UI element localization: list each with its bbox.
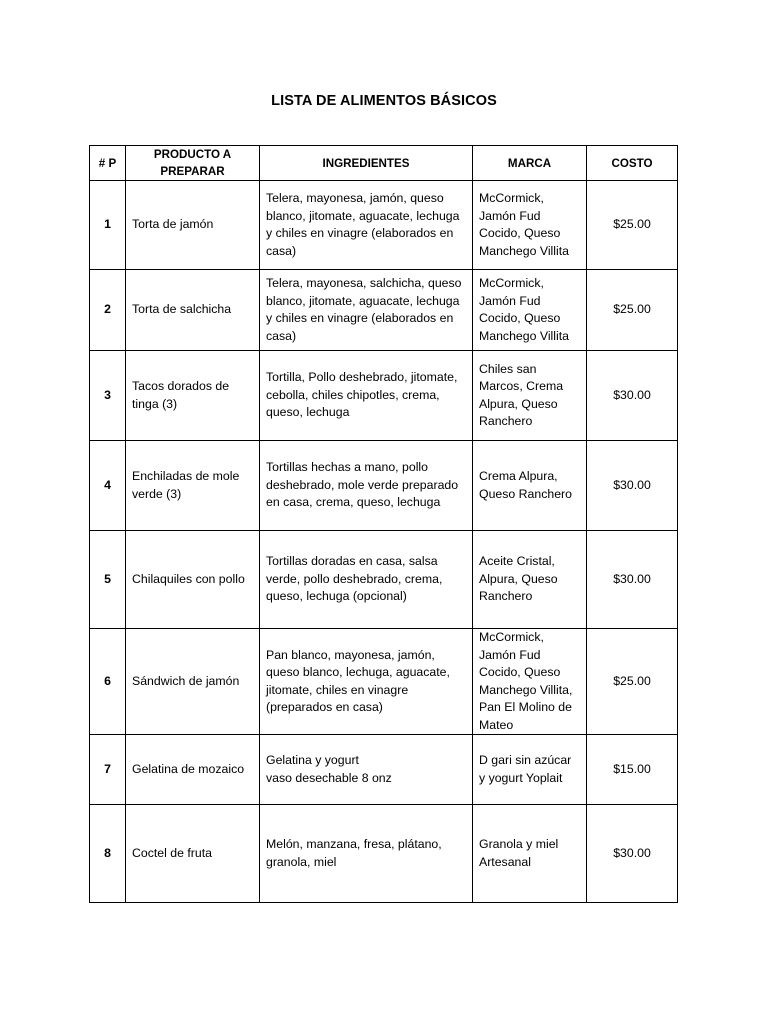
header-ingredients: INGREDIENTES bbox=[260, 146, 473, 181]
row-number: 2 bbox=[90, 270, 126, 351]
header-brand: MARCA bbox=[473, 146, 587, 181]
row-ingredients: Tortilla, Pollo deshebrado, jitomate, cebolla, chiles chipotles, crema, queso, lechuga bbox=[260, 351, 473, 441]
row-ingredients: Telera, mayonesa, jamón, queso blanco, jitomate, aguacate, lechuga y chiles en vinagre (elaborados en casa) bbox=[260, 181, 473, 270]
row-brand: Chiles san Marcos, Crema Alpura, Queso Ranchero bbox=[473, 351, 587, 441]
table-row bbox=[90, 270, 678, 351]
row-ingredients: Telera, mayonesa, salchicha, queso blanco, jitomate, aguacate, lechuga y chiles en vinagre (elaborados en casa) bbox=[260, 270, 473, 351]
row-cost: $30.00 bbox=[587, 531, 678, 629]
row-number: 3 bbox=[90, 351, 126, 441]
food-list-table bbox=[89, 145, 678, 903]
row-number: 8 bbox=[90, 805, 126, 903]
header-number: # P bbox=[90, 146, 126, 181]
row-brand: Crema Alpura, Queso Ranchero bbox=[473, 441, 587, 531]
row-cost: $15.00 bbox=[587, 735, 678, 805]
row-cost: $30.00 bbox=[587, 805, 678, 903]
row-product: Chilaquiles con pollo bbox=[126, 531, 260, 629]
row-number: 6 bbox=[90, 629, 126, 735]
row-ingredients: Pan blanco, mayonesa, jamón, queso blanco, lechuga, aguacate, jitomate, chiles en vinagre (preparados en casa) bbox=[260, 629, 473, 735]
table-row bbox=[90, 181, 678, 270]
row-ingredients: Tortillas hechas a mano, pollo deshebrado, mole verde preparado en casa, crema, queso, lechuga bbox=[260, 441, 473, 531]
row-number: 4 bbox=[90, 441, 126, 531]
row-product: Torta de salchicha bbox=[126, 270, 260, 351]
row-ingredients: Melón, manzana, fresa, plátano, granola, miel bbox=[260, 805, 473, 903]
row-brand: McCormick, Jamón Fud Cocido, Queso Manchego Villita bbox=[473, 270, 587, 351]
table-header-row bbox=[90, 146, 678, 181]
row-product: Coctel de fruta bbox=[126, 805, 260, 903]
row-cost: $30.00 bbox=[587, 351, 678, 441]
table-row bbox=[90, 735, 678, 805]
row-brand: Granola y miel Artesanal bbox=[473, 805, 587, 903]
row-cost: $25.00 bbox=[587, 270, 678, 351]
row-cost: $25.00 bbox=[587, 181, 678, 270]
row-product: Enchiladas de mole verde (3) bbox=[126, 441, 260, 531]
row-number: 7 bbox=[90, 735, 126, 805]
table-row bbox=[90, 351, 678, 441]
row-brand: Aceite Cristal, Alpura, Queso Ranchero bbox=[473, 531, 587, 629]
row-brand: McCormick, Jamón Fud Cocido, Queso Manchego Villita bbox=[473, 181, 587, 270]
row-product: Torta de jamón bbox=[126, 181, 260, 270]
row-brand: McCormick, Jamón Fud Cocido, Queso Manchego Villita, Pan El Molino de Mateo bbox=[473, 629, 587, 735]
row-ingredients: Tortillas doradas en casa, salsa verde, pollo deshebrado, crema, queso, lechuga (opcional) bbox=[260, 531, 473, 629]
table-row bbox=[90, 629, 678, 735]
row-number: 5 bbox=[90, 531, 126, 629]
row-product: Gelatina de mozaico bbox=[126, 735, 260, 805]
row-ingredients: Gelatina y yogurt vaso desechable 8 onz bbox=[260, 735, 473, 805]
table-row bbox=[90, 805, 678, 903]
header-cost: COSTO bbox=[587, 146, 678, 181]
row-number: 1 bbox=[90, 181, 126, 270]
header-product: PRODUCTO A PREPARAR bbox=[126, 146, 260, 181]
row-cost: $30.00 bbox=[587, 441, 678, 531]
row-brand: D gari sin azúcar y yogurt Yoplait bbox=[473, 735, 587, 805]
row-product: Tacos dorados de tinga (3) bbox=[126, 351, 260, 441]
row-cost: $25.00 bbox=[587, 629, 678, 735]
row-product: Sándwich de jamón bbox=[126, 629, 260, 735]
table-row bbox=[90, 531, 678, 629]
document-title: LISTA DE ALIMENTOS BÁSICOS bbox=[271, 93, 497, 109]
table-row bbox=[90, 441, 678, 531]
